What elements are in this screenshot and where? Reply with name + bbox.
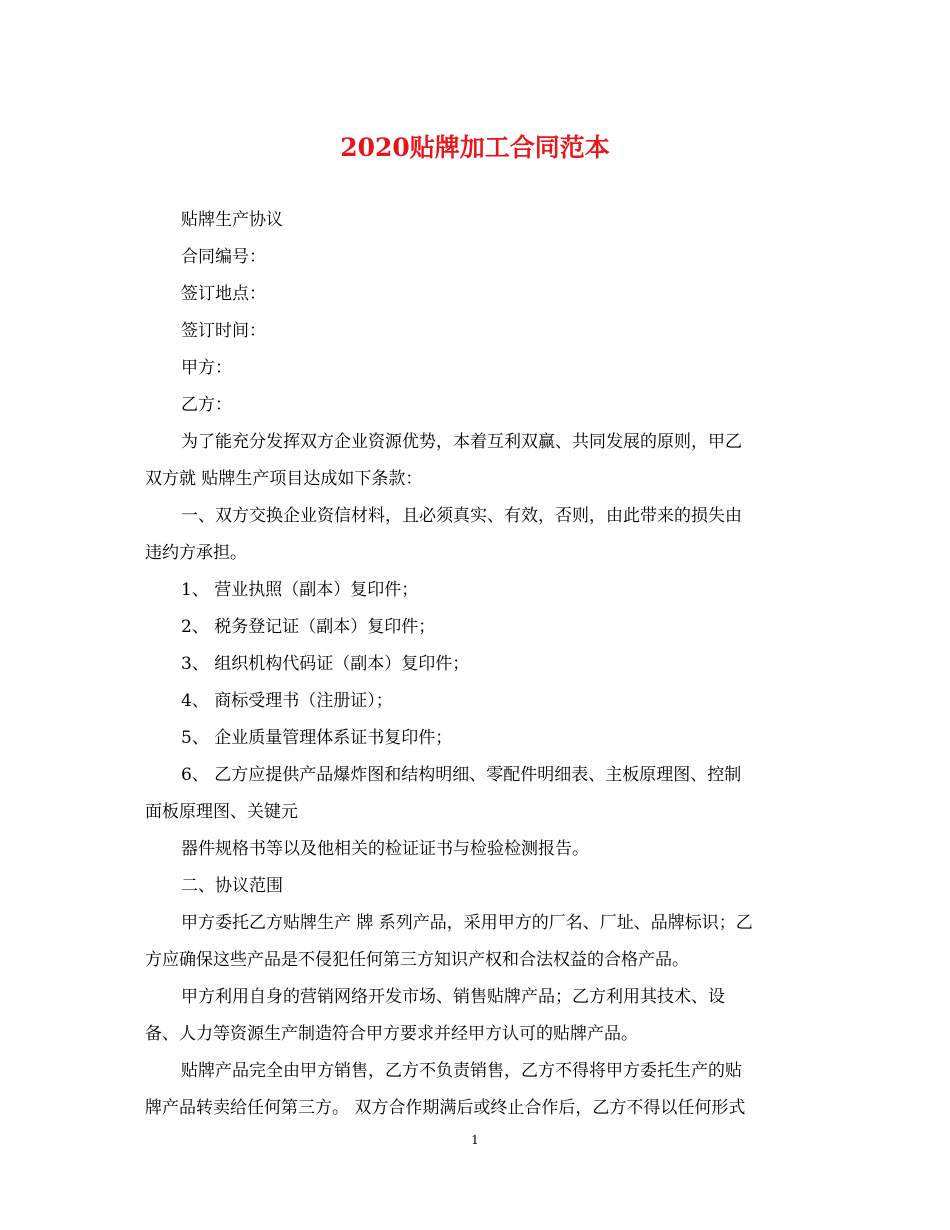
- paragraph-line: 一、双方交换企业资信材料，且必须真实、有效，否则，由此带来的损失由: [181, 506, 742, 526]
- paragraph-line: 甲方利用自身的营销网络开发市场、销售贴牌产品；乙方利用其技术、设: [181, 987, 725, 1007]
- paragraph-line: 违约方承担。: [145, 543, 247, 563]
- paragraph-line: 二、协议范围: [181, 876, 283, 896]
- document-title: 2020贴牌加工合同范本: [340, 133, 610, 162]
- paragraph-line: 1、 营业执照（副本）复印件；: [181, 580, 419, 600]
- paragraph-line: 面板原理图、关键元: [145, 802, 298, 822]
- paragraph-line: 签订时间：: [181, 321, 266, 341]
- paragraph-line: 合同编号：: [181, 247, 266, 267]
- paragraph-line: 器件规格书等以及他相关的检证证书与检验检测报告。: [181, 839, 589, 859]
- paragraph-line: 为了能充分发挥双方企业资源优势，本着互利双赢、共同发展的原则，甲乙: [181, 432, 742, 452]
- paragraph-line: 方应确保这些产品是不侵犯任何第三方知识产权和合法权益的合格产品。: [145, 950, 689, 970]
- paragraph-line: 甲方委托乙方贴牌生产 牌 系列产品，采用甲方的厂名、厂址、品牌标识；乙: [181, 913, 753, 933]
- paragraph-line: 贴牌产品完全由甲方销售，乙方不负责销售，乙方不得将甲方委托生产的贴: [181, 1061, 742, 1081]
- paragraph-line: 3、 组织机构代码证（副本）复印件；: [181, 654, 470, 674]
- paragraph-line: 甲方：: [181, 358, 232, 378]
- paragraph-line: 贴牌生产协议: [181, 210, 283, 230]
- paragraph-line: 双方就 贴牌生产项目达成如下条款：: [145, 469, 423, 489]
- paragraph-line: 6、 乙方应提供产品爆炸图和结构明细、零配件明细表、主板原理图、控制: [181, 765, 742, 785]
- paragraph-line: 签订地点：: [181, 284, 266, 304]
- paragraph-line: 备、人力等资源生产制造符合甲方要求并经甲方认可的贴牌产品。: [145, 1024, 638, 1044]
- paragraph-line: 乙方：: [181, 395, 232, 415]
- paragraph-line: 4、 商标受理书（注册证）；: [181, 691, 393, 711]
- paragraph-line: 5、 企业质量管理体系证书复印件；: [181, 728, 453, 748]
- paragraph-line: 2、 税务登记证（副本）复印件；: [181, 617, 436, 637]
- paragraph-line: 牌产品转卖给任何第三方。 双方合作期满后或终止合作后，乙方不得以任何形式: [145, 1098, 746, 1118]
- page-number: 1: [471, 1133, 479, 1147]
- document-body: [145, 202, 805, 1127]
